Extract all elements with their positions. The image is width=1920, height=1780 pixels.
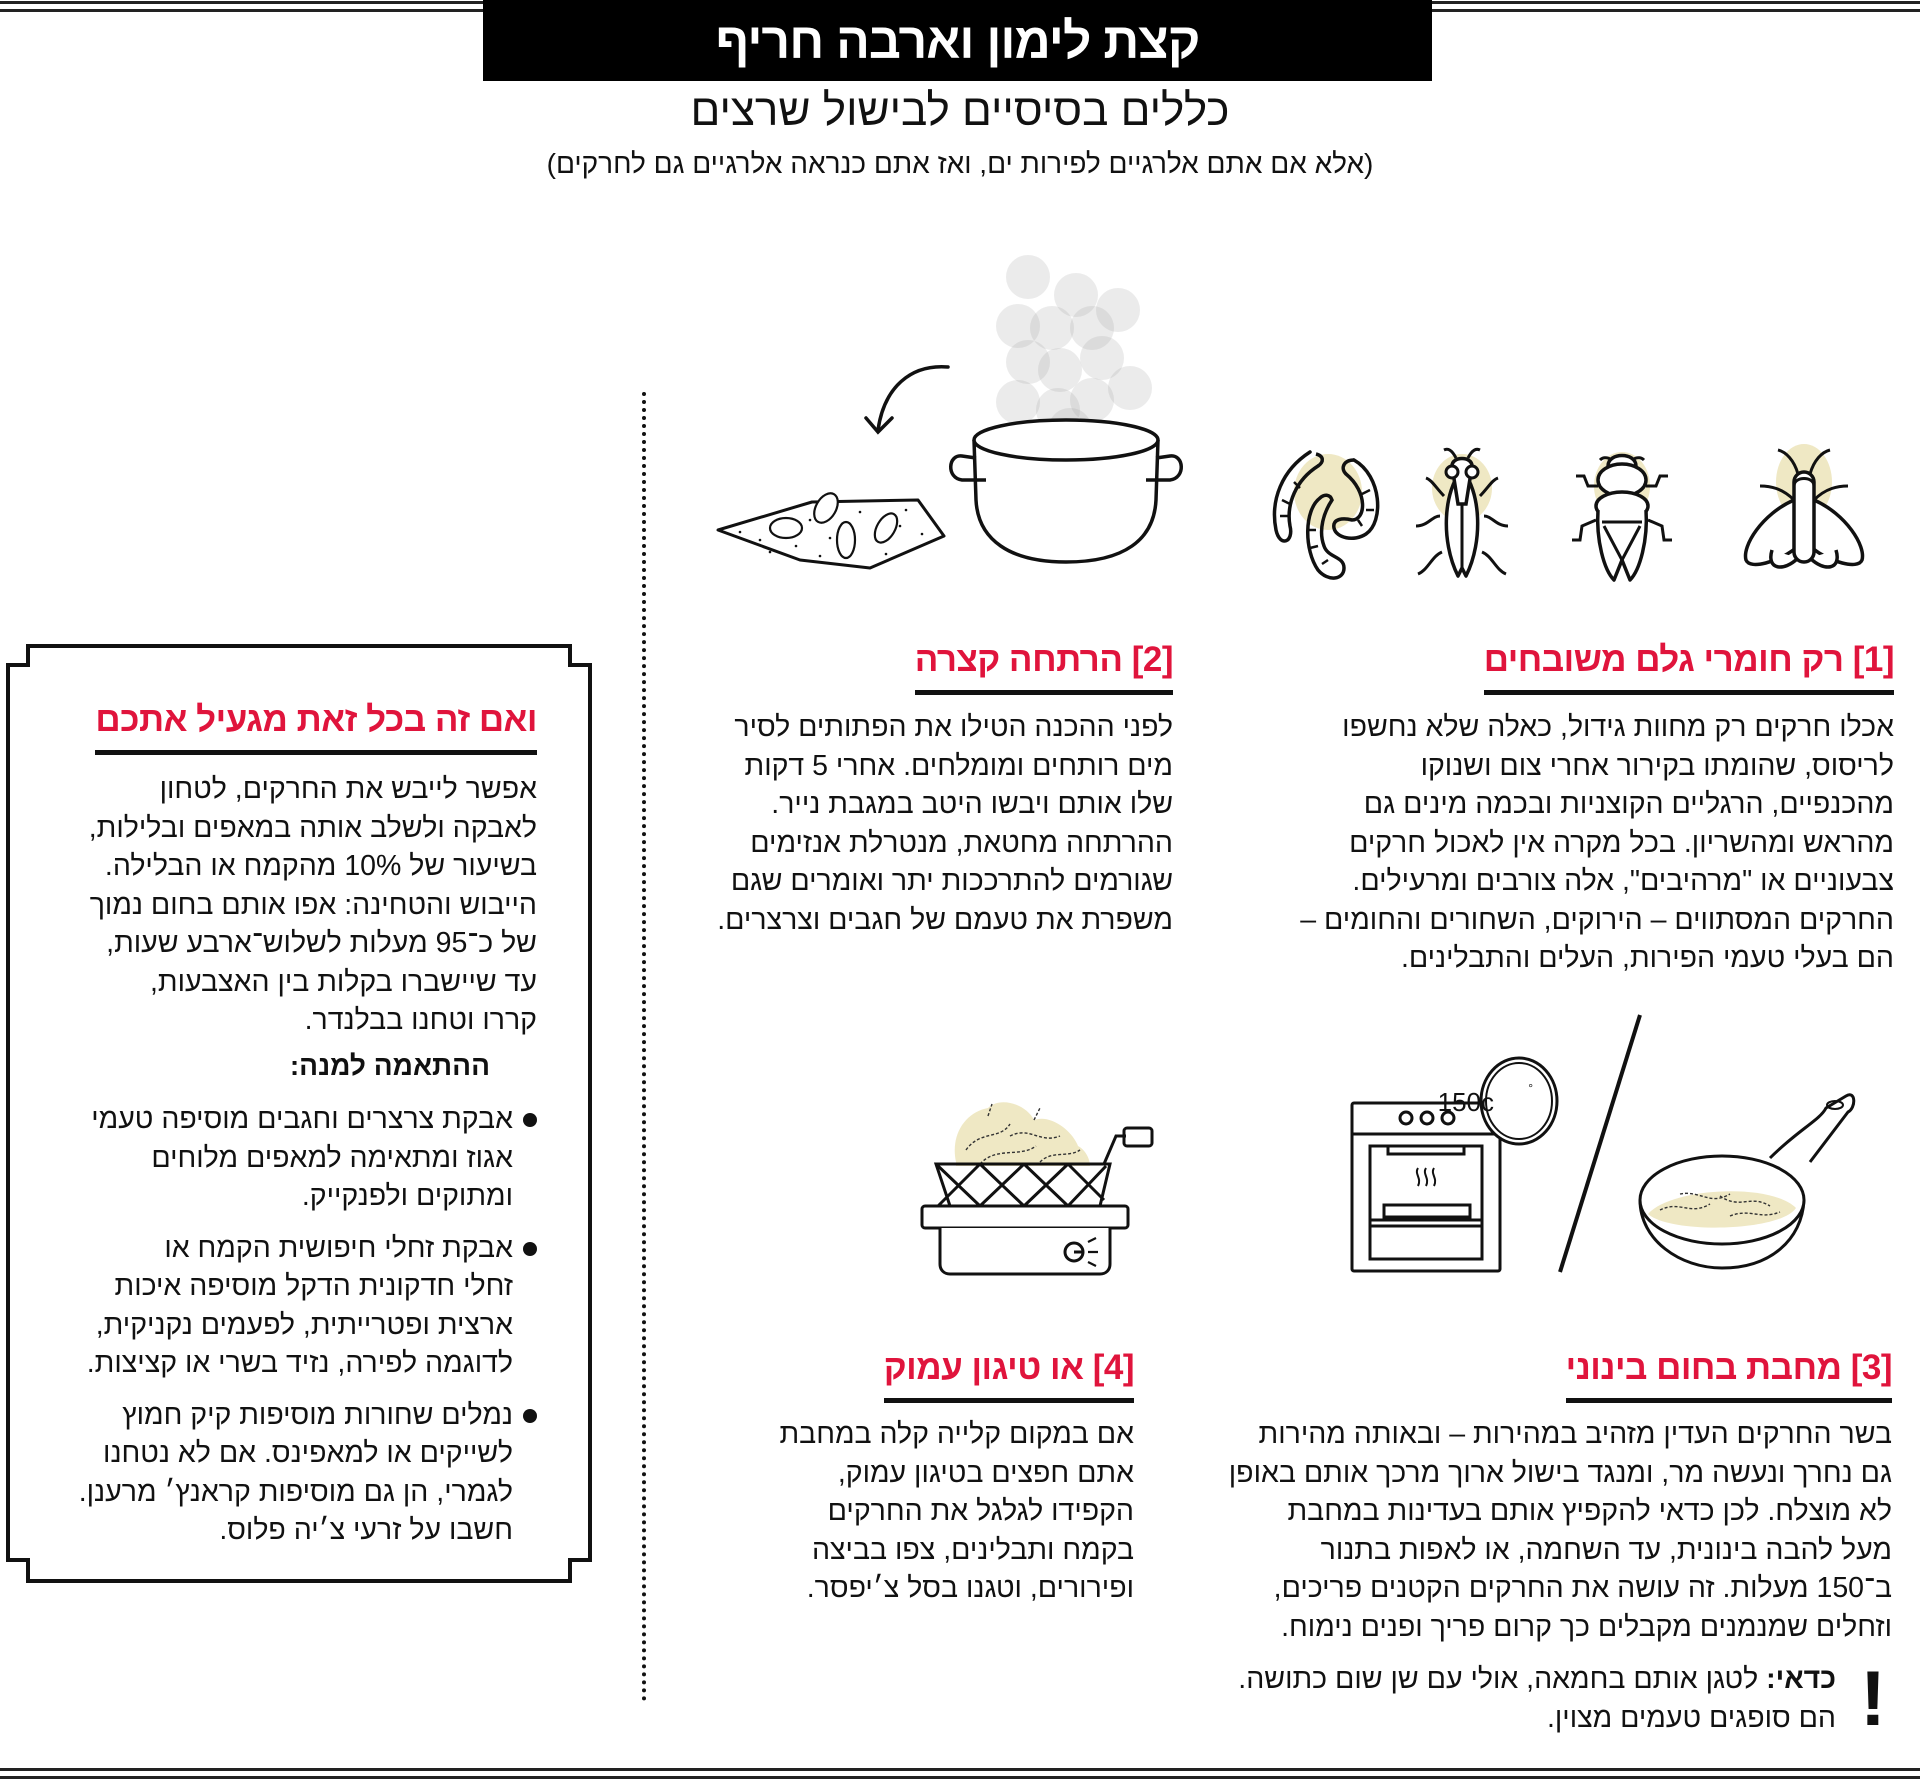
bottom-rule-2 xyxy=(0,1776,1920,1779)
list-item xyxy=(7,1396,537,1550)
text-line: בשיעור של 10% מהקמח או הבלילה. xyxy=(104,850,537,882)
text-line: זחלי חדקונית הדקל מוסיפה איכות xyxy=(114,1270,513,1302)
text-line: לשייקים או למאפינס. אם לא נטחנו xyxy=(103,1437,513,1469)
text-line: עד שיישברו בקלות בין האצבעות, xyxy=(149,965,537,998)
section-4-heading: [4] או טיגון עמוק xyxy=(884,1348,1134,1403)
moth-icon xyxy=(1745,444,1862,567)
section-4-body xyxy=(714,1415,1134,1608)
page-title: קצת לימון וארבה חריף xyxy=(715,12,1200,69)
text-line: וזחלים שמנמנים מקבלים כך קרום פריך ופנים נימוח. xyxy=(1281,1610,1892,1643)
bullet-icon xyxy=(523,1113,537,1127)
text-line: הקפידו לגלגל את החרקים xyxy=(827,1495,1134,1527)
text-line: אתם חפצים בטיגון עמוק, xyxy=(837,1456,1134,1489)
section-2-heading: [2] הרתחה קצרה xyxy=(915,640,1173,695)
text-line: נמלים שחורות מוסיפות קיק חמוץ xyxy=(122,1398,513,1431)
insects-illustration xyxy=(1262,430,1912,590)
column-divider xyxy=(642,392,646,1702)
text-line: הייבוש והטחינה: אפו אותם בחום נמוך xyxy=(89,888,537,921)
text-line: אכלו חרקים רק מחוות גידול, כאלה שלא נחשפו xyxy=(1342,711,1894,743)
svg-text:°: ° xyxy=(1528,1081,1533,1095)
frying-pan-icon xyxy=(1640,1095,1854,1268)
sidebar-intro xyxy=(17,770,537,1040)
section-3-body xyxy=(1172,1415,1892,1646)
text-line: ב־150 מעלות. זה עושה את החרקים הקטנים פריכים, xyxy=(1273,1572,1892,1604)
tip-label: כדאי: xyxy=(1766,1663,1836,1695)
text-line: לגמרי, הן גם מוסיפות קראנץ׳ מרענן. xyxy=(78,1475,513,1508)
text-line: שלו אותם ויבשו היטב במגבת נייר. xyxy=(771,788,1173,820)
bullet-icon xyxy=(523,1409,537,1423)
text-line: משפרת את טעמם של חגבים וצרצרים. xyxy=(717,903,1173,936)
text-line: אם במקום קלייה קלה במחבת xyxy=(779,1418,1134,1450)
exclamation-icon: ! xyxy=(1860,1654,1886,1742)
arrow-icon xyxy=(866,367,948,432)
text-line: לא מוצלח. לכן כדאי להקפיץ אותם בעדינות במחבת xyxy=(1287,1495,1892,1527)
text-line: אגוז ומתאימה למאפים מלוחים xyxy=(151,1141,513,1174)
text-line: ארצית ופטרייתית, לפעמים נקניקית, xyxy=(95,1308,513,1341)
adaptation-list xyxy=(7,1100,537,1563)
text-line: אבקת צרצרים וחגבים מוסיפה טעמי xyxy=(91,1103,513,1135)
text-line: ומתוקים ולפנקייק. xyxy=(301,1180,513,1212)
text-line: צבעוניים או "מרהיבים", אלה צורבים ומרעילים. xyxy=(1352,865,1894,897)
text-line: מהראש ומהשריון. בכל מקרה אין לאכול חרקים xyxy=(1349,826,1894,859)
section-3-heading: [3] מחבת בחום בינוני xyxy=(1566,1348,1892,1403)
deep-fryer-illustration xyxy=(900,1080,1180,1280)
page-title-bar xyxy=(483,0,1432,81)
svg-text:150c: 150c xyxy=(1437,1087,1494,1117)
text-line: מעל להבה בינונית, עד השחמה, או לאפות בתנור xyxy=(1320,1533,1892,1566)
text-line: לדוגמה לפירה, נזיד בשרי או קציצות. xyxy=(86,1347,513,1379)
section-1-heading: [1] רק חומרי גלם משובחים xyxy=(1484,640,1894,695)
oven-icon xyxy=(1352,1103,1500,1271)
text-line: קררו וטחנו בבלנדר. xyxy=(304,1004,537,1036)
thermometer-badge xyxy=(1438,1058,1557,1144)
tip-text xyxy=(1238,1660,1836,1737)
text-line: של כ־95 מעלות לשלוש־ארבע שעות, xyxy=(106,927,537,959)
text-line: החרקים המסתווים – הירוקים, השחורים והחומים – xyxy=(1300,903,1894,936)
text-line: מים רותחים ומומלחים. אחרי 5 דקות xyxy=(744,749,1173,782)
bullet-icon xyxy=(523,1242,537,1256)
page-subtitle: כללים בסיסיים לבישול שרצים xyxy=(690,86,1230,135)
text-line: בקמח ותבלינים, צפו בביצה xyxy=(811,1533,1134,1566)
oven-pan-illustration xyxy=(1330,1010,1920,1300)
text-line: חשבו על זרעי צ׳יה פלוס. xyxy=(219,1514,513,1546)
page-note: (אלא אם אתם אלרגיים לפירות ים, ואז אתם כנראה אלרגיים גם לחרקים) xyxy=(546,148,1374,179)
text-line: לאבקה ולשלב אותה במאפים ובלילות, xyxy=(88,811,537,844)
adaptation-title: ההתאמה למנה: xyxy=(289,1050,490,1081)
text-line: גם נחרך ונעשה מר, ומנגד בישול ארוך מרכך אותם באופן xyxy=(1228,1456,1892,1489)
tip-line-2: הם סופגים טעמים מצוין. xyxy=(1546,1701,1836,1734)
boil-illustration xyxy=(700,240,1200,580)
section-1-body xyxy=(1274,708,1894,978)
text-line: בשר החרקים העדין מזהיב במהירות – ובאותה מהירות xyxy=(1258,1418,1892,1450)
text-line: לריסוס, שהומתו בקירור אחרי צום ושנוקו xyxy=(1420,749,1894,782)
sidebar-heading: ואם זה בכל זאת מגעיל אתכם xyxy=(95,700,537,755)
list-item xyxy=(7,1100,537,1216)
beetle-icon xyxy=(1416,449,1508,576)
tip-line-1: לטגן אותם בחמאה, אולי עם שן שום כתושה. xyxy=(1238,1663,1767,1695)
text-line: הם בעלי טעמי הפירות, העלים והתבלינים. xyxy=(1400,942,1894,974)
larvae-icon xyxy=(1274,452,1377,578)
text-line: לפני ההכנה הטילו את הפתותים לסיר xyxy=(734,711,1173,743)
section-2-body xyxy=(653,708,1173,939)
text-line: מהכנפיים, הרגליים הקוצניות ובכמה מינים גם xyxy=(1363,788,1894,820)
text-line: ההרתחה מחטאת, מנטרלת אנזימים xyxy=(750,826,1173,859)
sidebar-box xyxy=(0,640,600,1590)
bottom-rule-1 xyxy=(0,1768,1920,1771)
fryer-body-icon xyxy=(922,1206,1128,1274)
list-item xyxy=(7,1229,537,1383)
pot-icon xyxy=(951,420,1182,562)
text-line: אפשר לייבש את החרקים, לטחון xyxy=(159,773,537,805)
paper-towel-icon xyxy=(718,489,944,568)
slash-divider xyxy=(1560,1015,1640,1272)
text-line: אבקת זחלי חיפושית הקמח או xyxy=(164,1231,513,1264)
text-line: ופירורים, וטגנו בסל צ׳יפסר. xyxy=(806,1572,1134,1604)
cicada-icon xyxy=(1572,452,1672,580)
text-line: שגורמים להתרככות יתר ואומרים שגם xyxy=(730,865,1173,897)
